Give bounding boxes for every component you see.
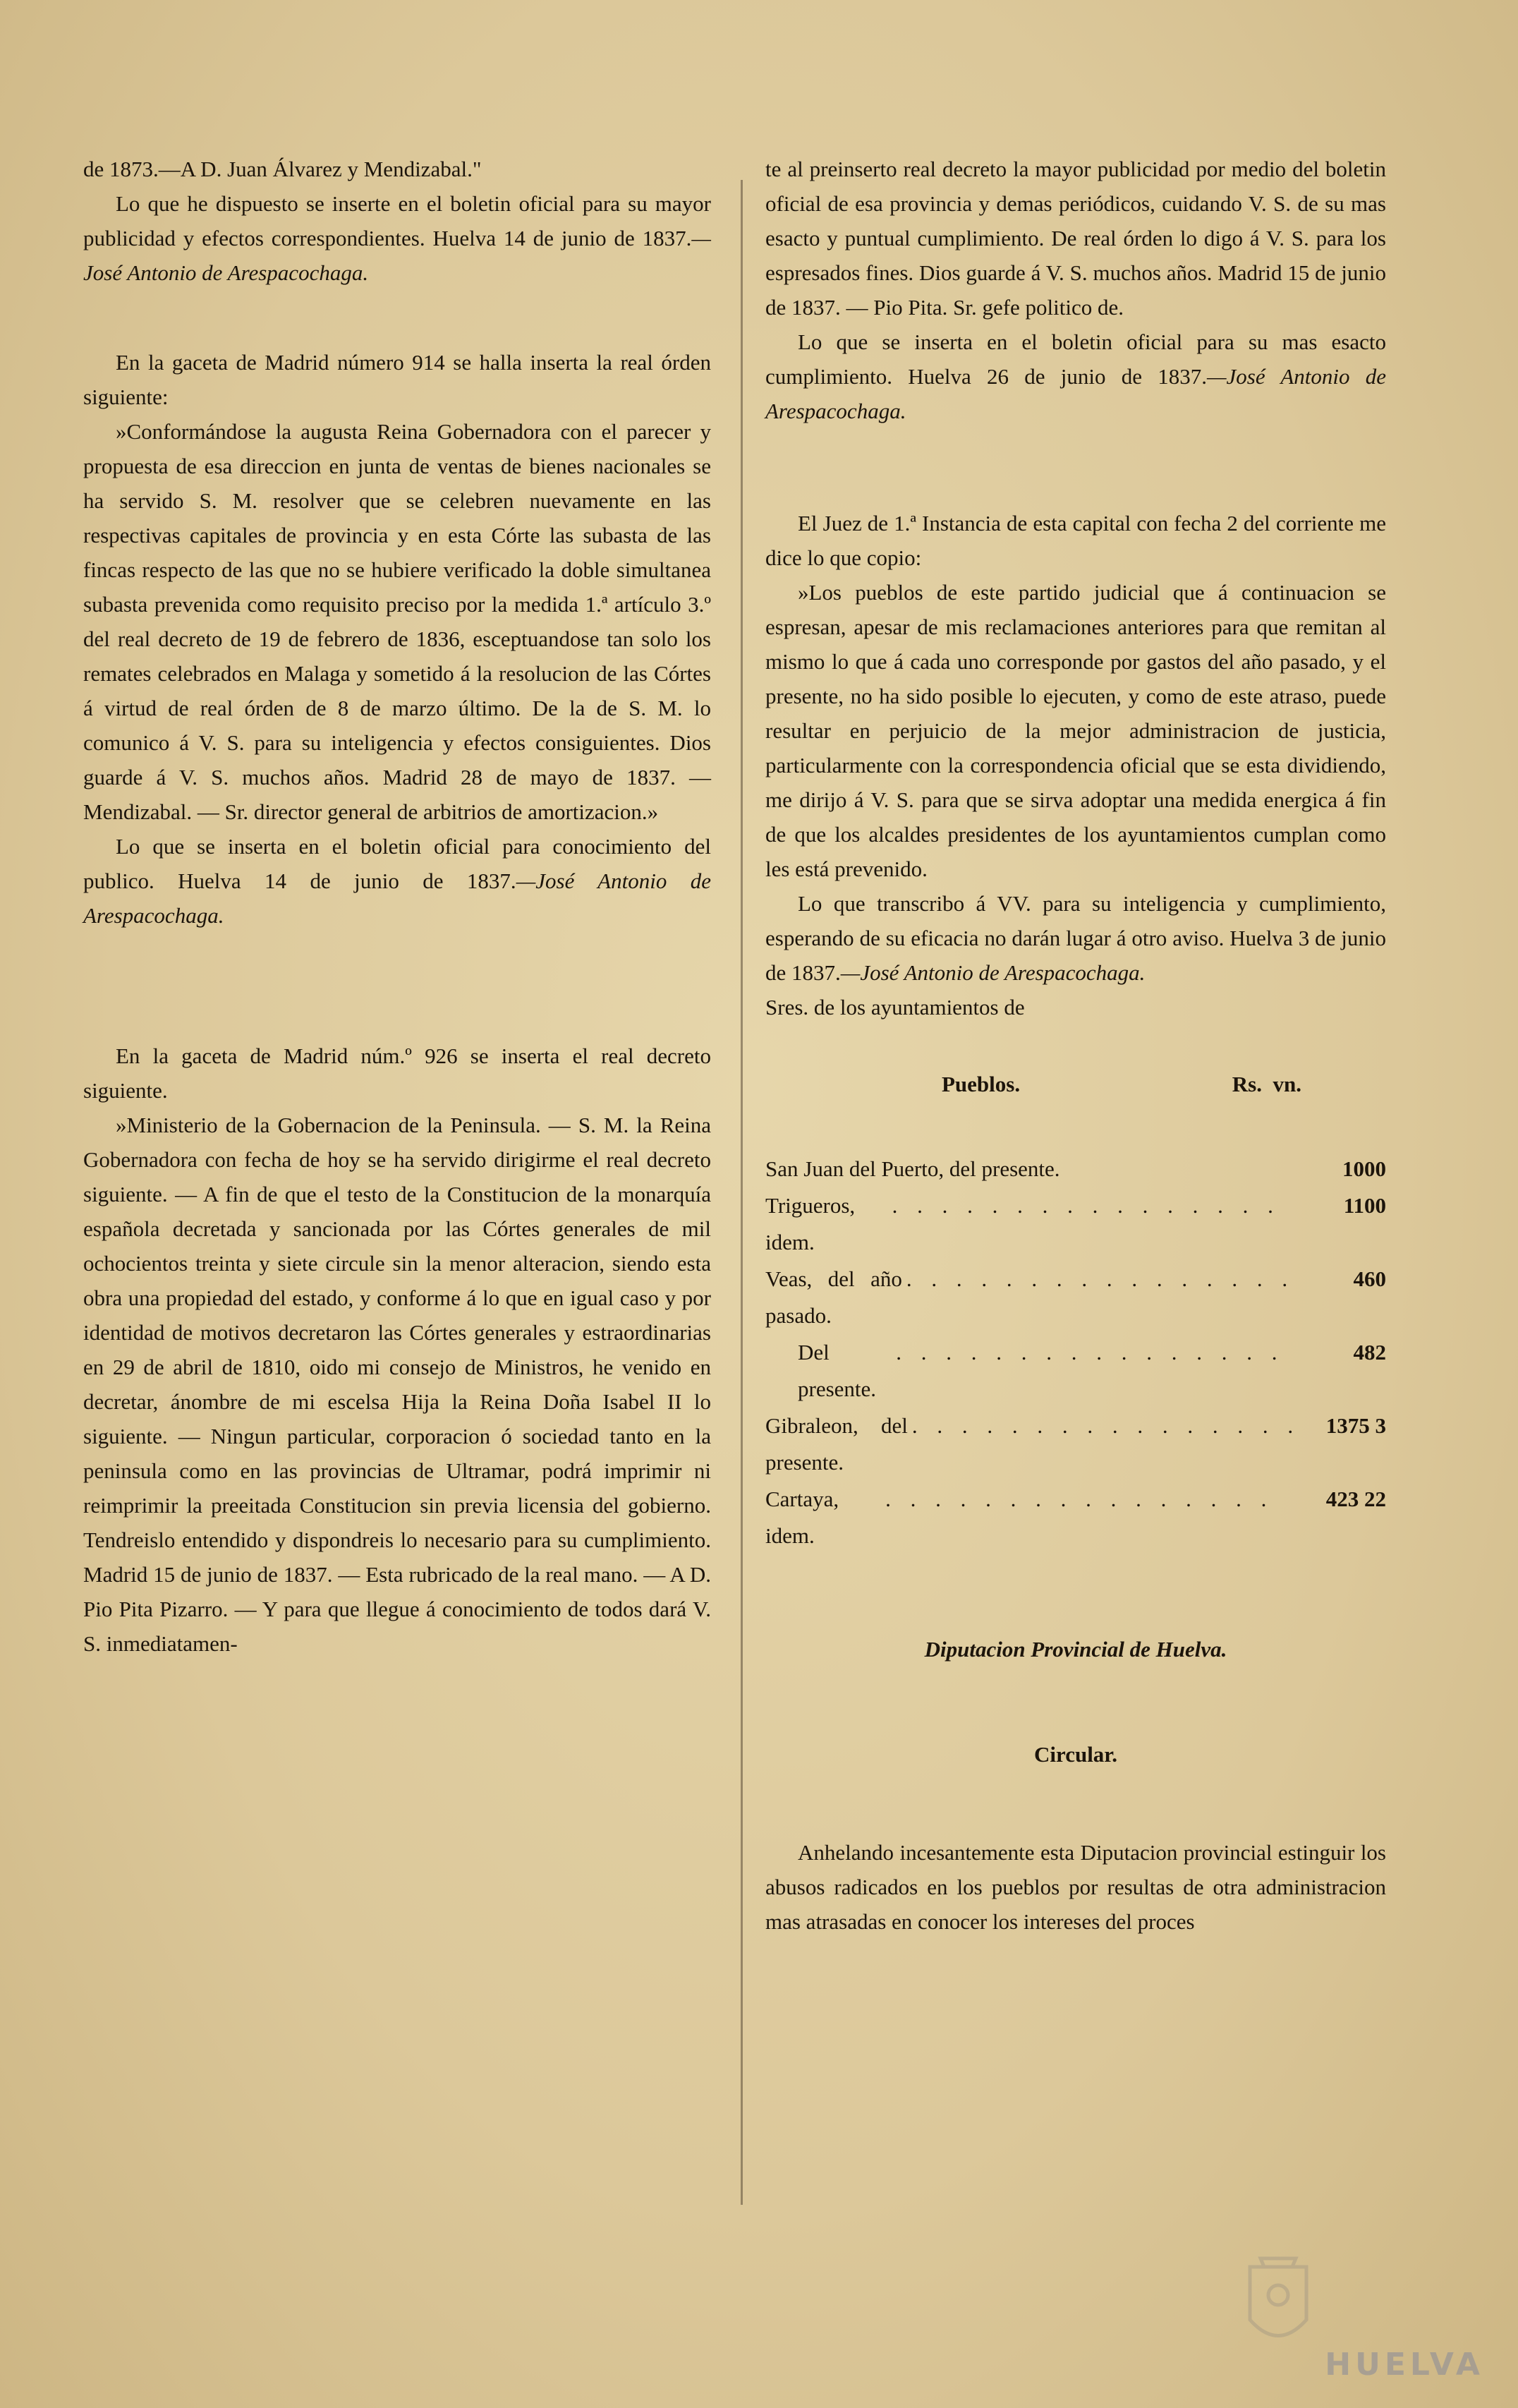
right-p2 (765, 325, 1386, 428)
left-p2 (83, 186, 711, 290)
row-amount: 482 (1353, 1340, 1386, 1365)
row-amount: 423 22 (1325, 1487, 1386, 1511)
left-p1: de 1873.—A D. Juan Álvarez y Mendizabal." (83, 157, 482, 181)
right-p2-signature: —José Antonio de Arespacochaga. (765, 364, 1386, 423)
row-amount: 1375 3 (1325, 1413, 1386, 1438)
right-p5 (765, 886, 1386, 990)
col-pueblos: Pueblos. (942, 1072, 1021, 1096)
left-p4: »Conformándose la augusta Reina Gobernadora con el parecer y propuesta de esa direccion en junta de ventas de bienes nacionales se ha servido S. M. resolver que se celebren nuevamente en las respectivas capitales de provincia y en esta Córte las subasta de las fincas respecto de las que no se hubiere verificado la doble simultanea subasta prevenida como requisito preciso por la medida 1.ª artículo 3.º del real decreto de 19 de febrero de 1836, esceptuandose tan solo los remates celebrados en Malaga y sometido á la resolucion de las Córtes á virtud de real órden de 8 de marzo último. De la de S. M. lo comunico á V. S. para su inteligencia y efectos consiguientes. Dios guarde á V. S. muchos años. Madrid 28 de mayo de 1837. — Mendizabal. — Sr. director general de arbitrios de amortizacion.» (83, 419, 711, 824)
left-p2-signature: —José Antonio de Arespacochaga. (83, 226, 711, 285)
row-amount: 1100 (1343, 1193, 1386, 1218)
left-p6: En la gaceta de Madrid núm.º 926 se inserta el real decreto siguiente. (83, 1043, 711, 1103)
watermark-text: HUELVA (1325, 2347, 1484, 2383)
col-vn: vn. (1273, 1072, 1301, 1096)
right-p4: »Los pueblos de este partido judicial que á continuacion se espresan, apesar de mis reclamaciones anteriores para que remitan al mismo lo que á cada uno corresponde por gastos del año pasado, y el presente, no ha sido posible lo ejecuten, y como de este atraso, puede resultar en perjuicio de la mejor administracion de justicia, particularmente con la correspondencia oficial que se esta dividiendo, me dirijo á V. S. para que se sirva adoptar una medida energica á fin de que los alcaldes presidentes de los ayuntamientos cumplan como les está prevenido. (765, 580, 1386, 881)
section-heading: Diputacion Provincial de Huelva. (924, 1637, 1227, 1662)
pueblos-table-header (765, 1067, 1386, 1101)
table-row: Gibraleon, del presente. . . . . . . . . . . . . . . . . 1375 3 (765, 1408, 1386, 1481)
right-p1: te al preinserto real decreto la mayor publicidad por medio del boletin oficial de esa provincia y demas periódicos, cuidando V. S. de su mas esacto y puntual cumplimiento. De real órden lo digo á V. S. para los espresados fines. Dios guarde á V. S. muchos años. Madrid 15 de junio de 1837. — Pio Pita. Sr. gefe politico de. (765, 157, 1386, 320)
table-row: Trigueros, idem. . . . . . . . . . . . . . . . . 1100 (765, 1187, 1386, 1261)
right-p5-text: Lo que transcribo á VV. para su inteligencia y cumplimiento, esperando de su eficacia no darán lugar á otro aviso. Huelva 3 de junio de 1837. (765, 891, 1386, 985)
row-name: Veas, del año pasado. (765, 1266, 902, 1328)
right-p3: El Juez de 1.ª Instancia de esta capital con fecha 2 del corriente me dice lo que copio: (765, 511, 1386, 570)
row-name: Gibraleon, del presente. (765, 1413, 908, 1475)
table-row: Veas, del año pasado. . . . . . . . . . . . . . . . . 460 (765, 1261, 1386, 1334)
table-row: Del presente. . . . . . . . . . . . . . . . . 482 (765, 1334, 1386, 1408)
col-rs: Rs. (1232, 1072, 1262, 1096)
column-divider (741, 180, 743, 2205)
table-row: Cartaya, idem. . . . . . . . . . . . . . . . . 423 22 (765, 1481, 1386, 1554)
left-column (83, 152, 711, 1661)
right-column (765, 152, 1386, 1939)
row-amount: 1000 (1342, 1156, 1386, 1181)
left-p5 (83, 829, 711, 933)
left-p5-signature: —José Antonio de Arespacochaga. (83, 869, 712, 928)
row-name: Trigueros, idem. (765, 1193, 856, 1254)
right-p6: Anhelando incesantemente esta Diputacion provincial estinguir los abusos radicados en los pueblos por resultas de otra administracion mas atrasadas en conocer los intereses del proces (765, 1840, 1386, 1934)
left-p5-text: Lo que se inserta en el boletin oficial para conocimiento del publico. Huelva 14 de junio de 1837. (83, 834, 711, 893)
pueblos-table (765, 1151, 1386, 1554)
row-amount: 460 (1353, 1266, 1386, 1291)
row-name: San Juan del Puerto, del presente. (765, 1156, 1060, 1181)
right-p5-signature: —José Antonio de Arespacochaga. (840, 960, 1146, 985)
section-subheading: Circular. (1034, 1742, 1117, 1767)
right-p5-tail: Sres. de los ayuntamientos de (765, 995, 1025, 1020)
right-p2-text: Lo que se inserta en el boletin oficial para su mas esacto cumplimiento. Huelva 26 de junio de 1837. (765, 329, 1386, 389)
left-p2-text: Lo que he dispuesto se inserte en el boletin oficial para su mayor publicidad y efectos correspondientes. Huelva 14 de junio de 1837. (83, 191, 711, 250)
col-rs-vn (1232, 1067, 1301, 1101)
left-p3: En la gaceta de Madrid número 914 se halla inserta la real órden siguiente: (83, 350, 711, 409)
row-name: Del presente. (798, 1340, 877, 1401)
row-name: Cartaya, idem. (765, 1487, 839, 1548)
table-row (765, 1151, 1386, 1187)
left-p7: »Ministerio de la Gobernacion de la Peninsula. — S. M. la Reina Gobernadora con fecha de hoy se ha servido dirigirme el real decreto siguiente. — A fin de que el testo de la Constitucion de la monarquía española decretada y sancionada por las Córtes generales de mil ochocientos treinta y siete circule sin la menor alteracion, siendo esta obra una propiedad del estado, y conforme á lo que en igual caso y por identidad de motivos decretaron las Córtes generales y estraordinarias en 29 de abril de 1810, oido mi consejo de Ministros, he venido en decretar, ánombre de mi escelsa Hija la Reina Doña Isabel II lo siguiente. — Ningun particular, corporacion ó sociedad tanto en la peninsula como en las provincias de Ultramar, podrá imprimir ni reimprimir la preeitada Constitucion sin previa licensia del gobierno. Tendreislo entendido y dispondreis lo necesario para su cumplimiento. Madrid 15 de junio de 1837. — Esta rubricado de la real mano. — A D. Pio Pita Pizarro. — Y para que llegue á conocimiento de todos dará V. S. inmediatamen- (83, 1113, 711, 1656)
